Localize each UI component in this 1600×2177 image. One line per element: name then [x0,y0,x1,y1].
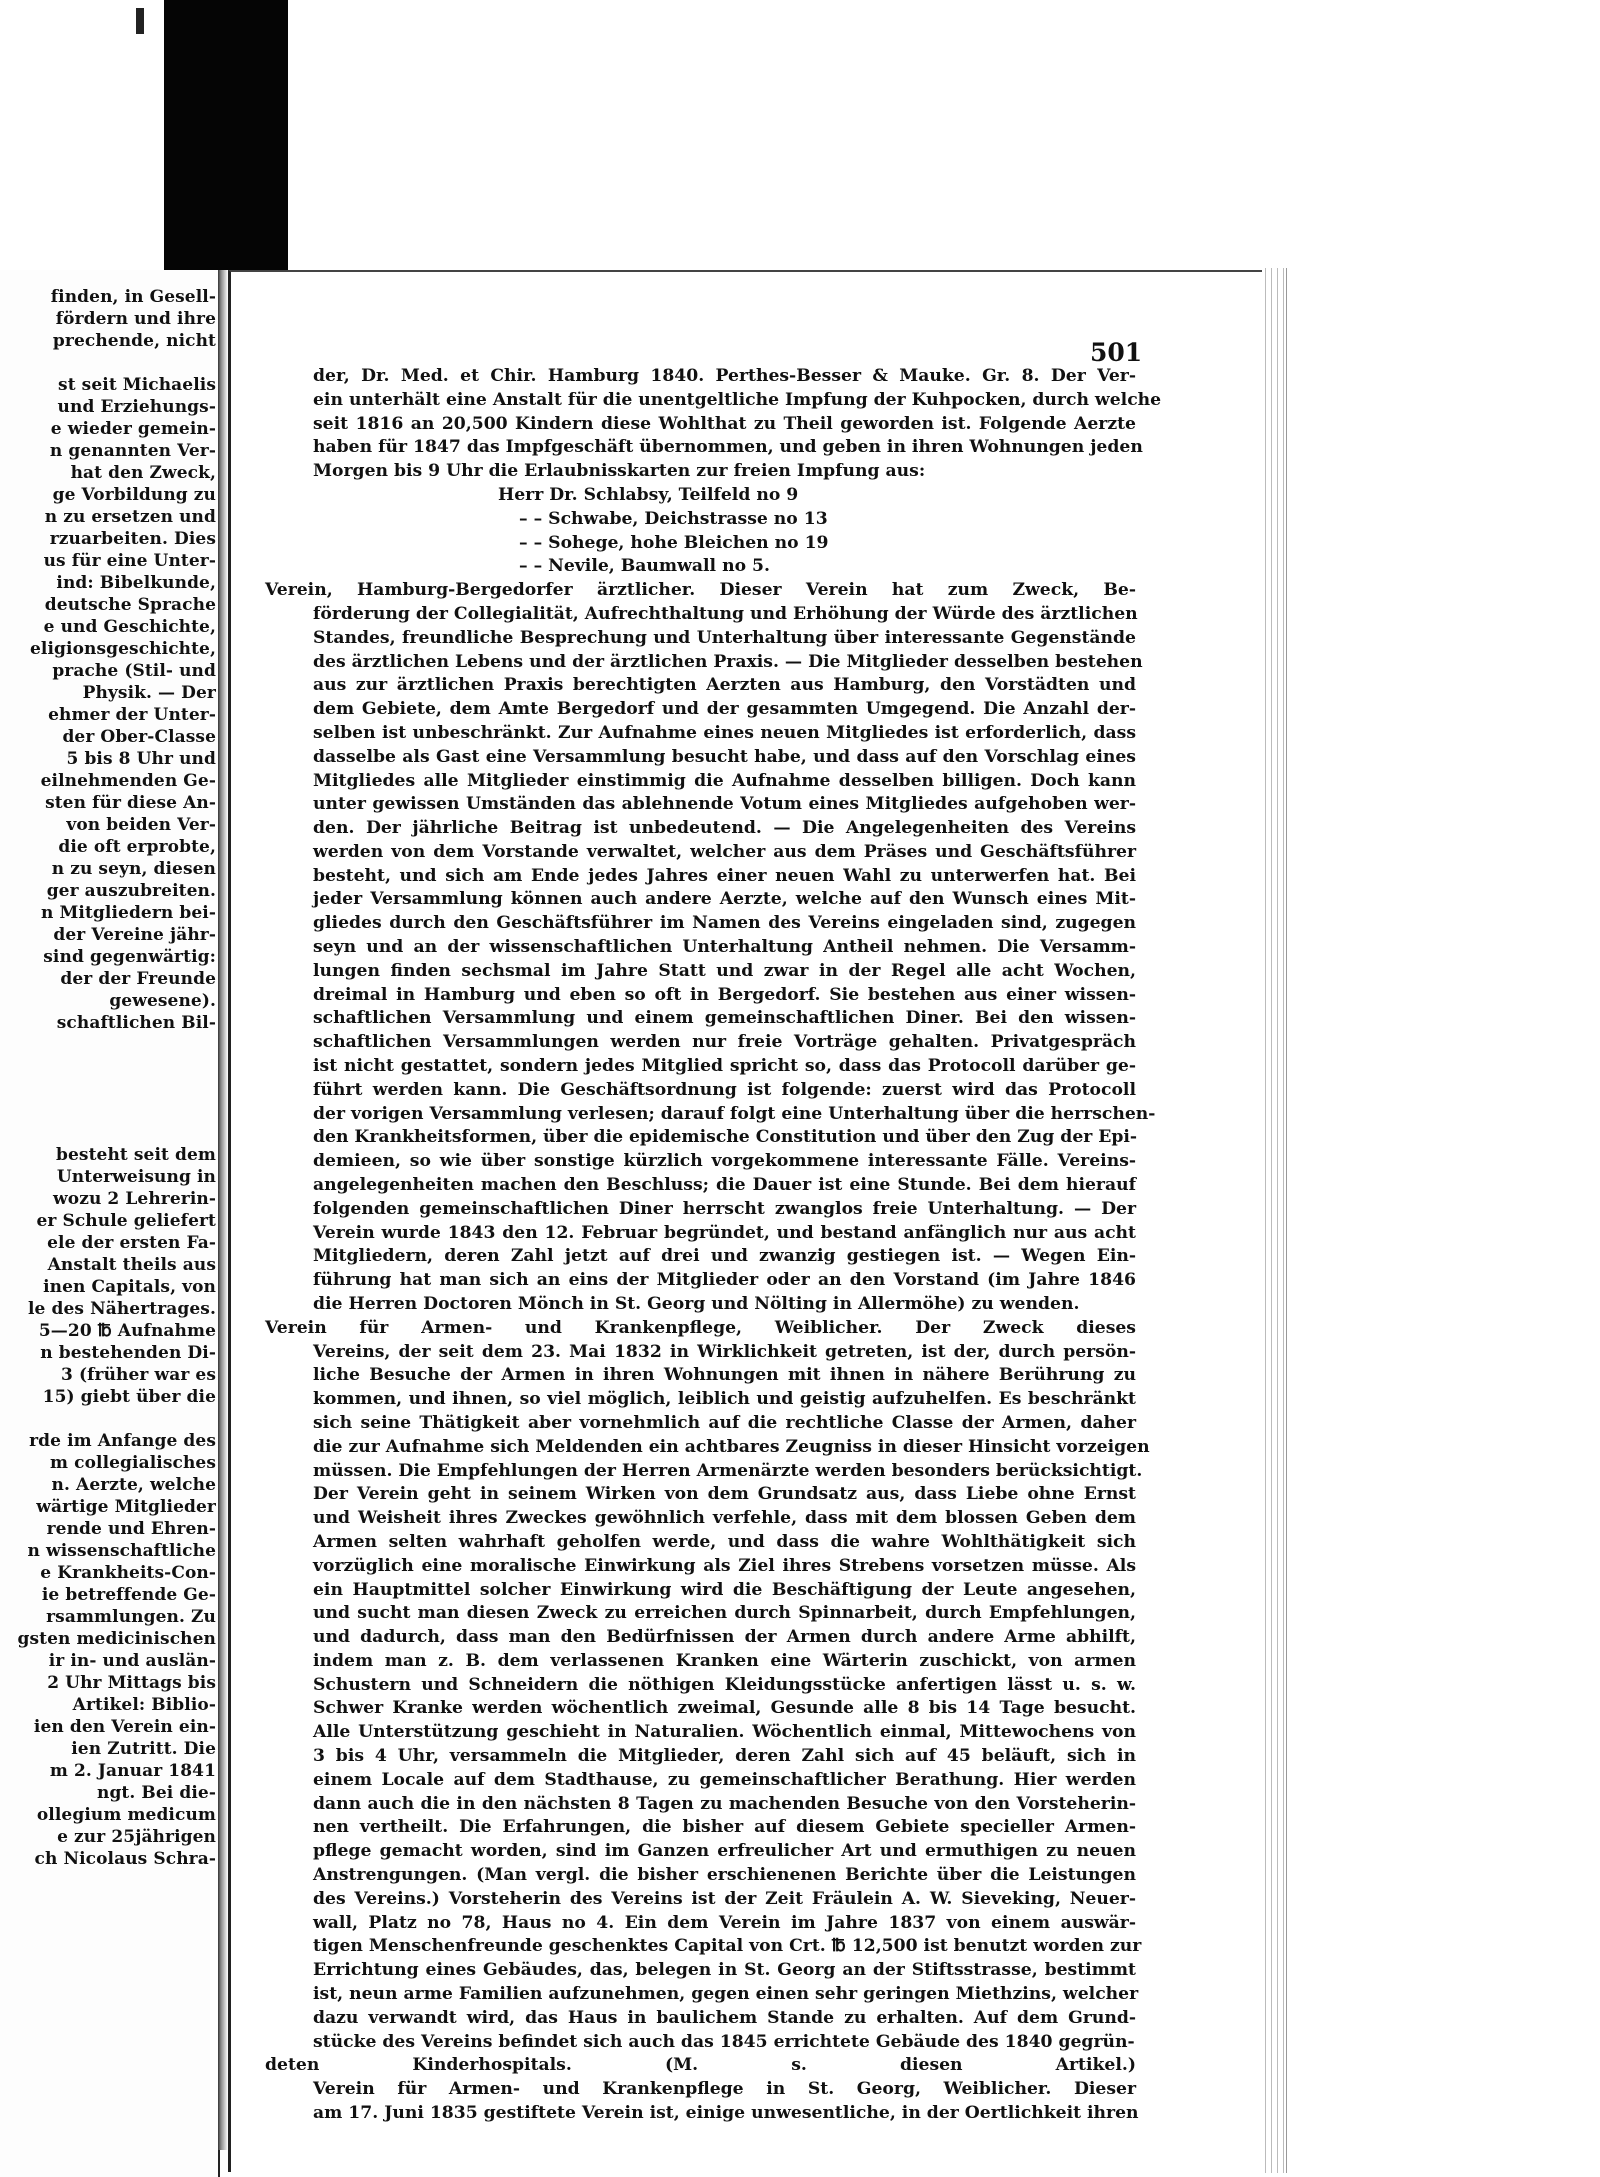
left-page-line [0,351,216,375]
body-text-line: aus zur ärztlichen Praxis berechtigten Aerzten aus Hamburg, den Vorstädten und [313,675,1136,696]
body-text-line: Standes, freundliche Besprechung und Unterhaltung über interessante Gegenstände [313,627,1136,648]
body-text-line: Schwer Kranke werden wöchentlich zweimal, Gesunde alle 8 bis 14 Tage besucht. [313,1698,1136,1719]
body-text-line: führung hat man sich an eins der Mitglieder oder an den Vorstand (im Jahre 1846 [313,1270,1136,1291]
left-page-line: 5 bis 8 Uhr und [66,749,216,769]
left-page-line: n Mitgliedern bei- [41,903,216,923]
left-page-line: der der Freunde [60,969,216,989]
body-text-line: den Krankheitsformen, über die epidemische Constitution und über den Zug der Epi- [313,1127,1138,1148]
body-text-line: 3 bis 4 Uhr, versammeln die Mitglieder, deren Zahl sich auf 45 beläuft, sich in [313,1746,1136,1767]
body-text-line: dasselbe als Gast eine Versammlung besucht habe, und dass auf den Vorschlag eines [313,746,1136,767]
physician-list-item: – – Nevile, Baumwall no 5. [519,556,770,577]
body-text-line: am 17. Juni 1835 gestiftete Verein ist, einige unwesentliche, in der Oertlichkeit ihren [313,2103,1139,2123]
left-page-line: n genannten Ver- [49,441,216,461]
body-text-line: Verein wurde 1843 den 12. Februar begründet, und bestand anfänglich nur aus acht [313,1222,1136,1243]
left-page-line: ind: Bibelkunde, [56,573,216,593]
body-text-line: Morgen bis 9 Uhr die Erlaubnisskarten zur freien Impfung aus: [313,461,926,482]
body-text-line: seyn und an der wissenschaftlichen Unterhaltung Antheil nehmen. Die Versamm- [313,937,1136,958]
left-page-line: e zur 25jährigen [57,1827,216,1847]
left-page-line: und Erziehungs- [57,397,216,417]
left-page-line: finden, in Gesell- [50,287,216,307]
body-text-line: führt werden kann. Die Geschäftsordnung ist folgende: zuerst wird das Protocoll [313,1079,1136,1100]
left-page-line: ie betreffende Ge- [41,1585,216,1605]
left-page-line: gsten medicinischen [17,1629,216,1649]
left-page-line [0,1121,216,1145]
left-page-line: sten für diese An- [45,793,216,813]
body-text-line: die Herren Doctoren Mönch in St. Georg und Nölting in Allermöhe) zu wenden. [313,1293,1080,1314]
body-text-line: vorzüglich eine moralische Einwirkung als Ziel ihres Strebens vorsetzen müsse. Als [313,1555,1136,1576]
left-page-line: der Ober-Classe [62,727,216,747]
left-page-line: n. Aerzte, welche [51,1475,216,1495]
book-spine-shadow [164,0,288,270]
body-text-line: und sucht man diesen Zweck zu erreichen durch Spinnarbeit, durch Empfehlungen, [313,1603,1136,1624]
entry-heading-line: Verein für Armen- und Krankenpflege, Weiblicher. Der Zweck dieses [265,1317,1136,1338]
body-text-line: selben ist unbeschränkt. Zur Aufnahme eines neuen Mitgliedes ist erforderlich, dass [313,722,1136,743]
left-page-line: ger auszubreiten. [46,881,216,901]
physician-list-item: – – Sohege, hohe Bleichen no 19 [519,532,829,553]
left-page-line: e und Geschichte, [43,617,216,637]
body-text-line: förderung der Collegialität, Aufrechthaltung und Erhöhung der Würde des ärztlichen [313,603,1138,624]
left-page-fragment [0,270,220,2177]
left-page-line: Artikel: Biblio- [72,1695,216,1715]
left-page-line: Physik. — Der [82,683,216,703]
body-text-line: des Vereins.) Vorsteherin des Vereins ist der Zeit Fräulein A. W. Sieveking, Neuer- [313,1888,1136,1909]
body-text-line: Armen selten wahrhaft geholfen werde, und dass die wahre Wohlthätigkeit sich [313,1531,1136,1552]
left-page-line: le des Nähertrages. [28,1299,216,1319]
left-page-line: fördern und ihre [55,309,216,329]
left-page-line: ngt. Bei die- [96,1783,216,1803]
left-page-line: rende und Ehren- [46,1519,216,1539]
body-text-line: unter gewissen Umständen das ablehnende Votum eines Mitgliedes aufgehoben wer- [313,794,1136,815]
body-text-line: tigen Menschenfreunde geschenktes Capital von Crt. ℔ 12,500 ist benutzt worden zur [313,1936,1142,1957]
left-page-line: st seit Michaelis [58,375,216,395]
page-edges [1262,268,1287,2173]
left-page-line: von beiden Ver- [66,815,216,835]
left-page-line: prechende, nicht [52,331,216,351]
body-text-line: besteht, und sich am Ende jedes Jahres einer neuen Wahl zu unterwerfen hat. Bei [313,865,1136,886]
left-page-line: sind gegenwärtig: [43,947,216,967]
body-text-line: schaftlichen Versammlung und einem gemeinschaftlichen Diner. Bei den wissen- [313,1008,1136,1029]
left-page-line: eilnehmenden Ge- [40,771,216,791]
physician-list-item: – – Schwabe, Deichstrasse no 13 [519,508,828,529]
left-page-line [0,1099,216,1123]
body-text-line: ist nicht gestattet, sondern jedes Mitglied spricht so, dass das Protocoll darüber ge- [313,1056,1136,1077]
body-text-line: Errichtung eines Gebäudes, das, belegen in St. Georg an der Stiftsstrasse, bestimmt [313,1960,1136,1981]
body-text-line: der vorigen Versammlung verlesen; darauf folgt eine Unterhaltung über die herrschen- [313,1103,1156,1124]
body-text-line: ist, neun arme Familien aufzunehmen, gegen einen sehr geringen Miethzins, welcher [313,1984,1139,2005]
body-text-line: und Weisheit ihres Zweckes gewöhnlich verfehle, dass mit dem blossen Geben dem [313,1508,1136,1529]
body-text-line: Mitgliedes alle Mitglieder einstimmig die Aufnahme desselben billigen. Doch kann [313,770,1136,791]
body-text-line: dazu verwandt wird, das Haus in baulichem Stande zu erhalten. Auf dem Grund- [313,2007,1136,2028]
left-page-line: 15) giebt über die [42,1387,216,1407]
body-text-line: lungen finden sechsmal im Jahre Statt und zwar in der Regel alle acht Wochen, [313,960,1136,981]
left-page-line: eligionsgeschichte, [30,639,216,659]
right-page [228,270,1263,2172]
body-text-line: demieen, so wie über sonstige kürzlich vorgekommene interessante Fälle. Vereins- [313,1151,1136,1172]
left-page-line: Anstalt theils aus [47,1255,216,1275]
page-number: 501 [1090,338,1143,367]
body-text-line: Der Verein geht in seinem Wirken von dem Grundsatz aus, dass Liebe ohne Ernst [313,1484,1136,1505]
left-page-line [0,1407,216,1431]
body-text-line: müssen. Die Empfehlungen der Herren Armenärzte werden besonders berücksichtigt. [313,1460,1143,1481]
left-page-line: n bestehenden Di- [40,1343,216,1363]
left-page-line: ir in- und auslän- [48,1651,216,1671]
body-text-line: Mitgliedern, deren Zahl jetzt auf drei und zwanzig gestiegen ist. — Wegen Ein- [313,1246,1136,1267]
body-text-line: Alle Unterstützung geschieht in Naturalien. Wöchentlich einmal, Mittewochens von [313,1722,1136,1743]
body-text-line: und dadurch, dass man den Bedürfnissen der Armen durch andere Arme abhilft, [313,1627,1136,1648]
body-text-line: indem man z. B. dem verlassenen Kranken eine Wärterin zuschickt, von armen [313,1650,1136,1671]
left-page-line: er Schule geliefert [36,1211,216,1231]
body-text-line: angelegenheiten machen den Beschluss; die Dauer ist eine Stunde. Bei dem hierauf [313,1175,1136,1195]
left-page-line: ge Vorbildung zu [52,485,216,505]
body-text-line: dem Gebiete, dem Amte Bergedorf und der gesammten Umgegend. Die Anzahl der- [313,699,1136,720]
left-page-line: 2 Uhr Mittags bis [47,1673,216,1693]
left-page-line: e Krankheits-Con- [40,1563,216,1583]
left-page-line: ien Zutritt. Die [71,1739,216,1759]
body-text-line: sich seine Thätigkeit aber vornehmlich auf die rechtliche Classe der Armen, daher [313,1412,1136,1433]
body-text-line: die zur Aufnahme sich Meldenden ein achtbares Zeugniss in dieser Hinsicht vorzeigen [313,1436,1150,1457]
scan-mark [136,8,144,34]
left-page-line [0,1033,216,1057]
left-page-line: m collegialisches [50,1453,216,1473]
body-text-line: liche Besuche der Armen in ihren Wohnungen mit ihnen in nähere Berührung zu [313,1365,1136,1386]
left-page-line: Unterweisung in [56,1167,216,1187]
body-text-line: Vereins, der seit dem 23. Mai 1832 in Wirklichkeit getreten, ist der, durch persön- [313,1341,1136,1362]
left-page-line: ch Nicolaus Schra- [34,1849,216,1869]
left-page-line: rsammlungen. Zu [46,1607,216,1627]
left-page-line: ehmer der Unter- [48,705,216,725]
body-text-line: Schustern und Schneidern die nöthigen Kleidungsstücke anfertigen lässt u. s. w. [313,1674,1136,1695]
left-page-line [0,1077,216,1101]
left-page-line: n zu seyn, diesen [51,859,216,879]
body-text-line: des ärztlichen Lebens und der ärztlichen Praxis. — Die Mitglieder desselben bestehen [313,651,1143,672]
body-text-line: den. Der jährliche Beitrag ist unbedeutend. — Die Angelegenheiten des Vereins [313,818,1136,839]
left-page-line: inen Capitals, von [43,1277,216,1297]
left-page-line: rzuarbeiten. Dies [49,529,216,549]
body-text-line: kommen, und ihnen, so viel möglich, leiblich und geistig aufzuhelfen. Es beschränkt [313,1389,1136,1410]
left-page-line: n zu ersetzen und [44,507,216,527]
left-page-line: besteht seit dem [56,1145,216,1165]
left-page-line: die oft erprobte, [58,837,216,857]
body-text-line: haben für 1847 das Impfgeschäft übernommen, und geben in ihren Wohnungen jeden [313,437,1143,458]
body-text-line: stücke des Vereins befindet sich auch das 1845 errichtete Gebäude des 1840 gegrün- [313,2031,1135,2052]
body-text-line: jeder Versammlung können auch andere Aerzte, welche auf den Wunsch eines Mit- [313,889,1136,910]
left-page-line: hat den Zweck, [70,463,216,483]
body-text-line: folgenden gemeinschaftlichen Diner herrscht zwanglos freie Unterhaltung. — Der [313,1198,1136,1219]
body-text-line: Anstrengungen. (Man vergl. die bisher erschienenen Berichte über die Leistungen [313,1865,1136,1886]
left-page-line: wozu 2 Lehrerin- [53,1189,216,1209]
physician-list-item: Herr Dr. Schlabsy, Teilfeld no 9 [498,484,799,505]
left-page-line: der Vereine jähr- [53,925,216,945]
left-page-line: e wieder gemein- [50,419,216,439]
left-page-line: 5—20 ℔ Aufnahme [38,1321,216,1341]
left-page-line: m 2. Januar 1841 [49,1761,216,1781]
left-page-line: 3 (früher war es [61,1365,216,1385]
body-text-line: pflege gemacht worden, sind im Ganzen erfreulicher Art und ermuthigen zu neuen [313,1841,1136,1862]
left-page-line: ollegium medicum [36,1805,216,1825]
left-page-line: wärtige Mitglieder [36,1497,216,1517]
left-page-line: us für eine Unter- [43,551,216,571]
left-page-line: ien den Verein ein- [33,1717,216,1737]
body-text-line: werden von dem Vorstande verwaltet, welcher aus dem Präses und Geschäftsführer [313,841,1136,862]
body-text-line: der, Dr. Med. et Chir. Hamburg 1840. Perthes-Besser & Mauke. Gr. 8. Der Ver- [313,366,1136,386]
body-text-line: wall, Platz no 78, Haus no 4. Ein dem Verein im Jahre 1837 von einem auswär- [313,1912,1136,1933]
body-text-line: schaftlichen Versammlungen werden nur freie Vorträge gehalten. Privatgespräch [313,1032,1136,1053]
entry-heading-line: Verein, Hamburg-Bergedorfer ärztlicher. Dieser Verein hat zum Zweck, Be- [265,580,1136,601]
body-text-line: Verein für Armen- und Krankenpflege in St. Georg, Weiblicher. Dieser [313,2079,1136,2100]
left-page-line: n wissenschaftliche [27,1541,216,1561]
body-text-line: seit 1816 an 20,500 Kindern diese Wohlthat zu Theil geworden ist. Folgende Aerzte [313,413,1136,434]
left-page-line: gewesene). [109,991,216,1011]
left-page-line: ele der ersten Fa- [47,1233,216,1253]
page-gutter [218,270,228,2150]
body-text-line: einem Locale auf dem Stadthause, zu gemeinschaftlicher Berathung. Hier werden [313,1769,1136,1790]
left-page-line: prache (Stil- und [52,661,216,681]
left-page-line: rde im Anfange des [29,1431,216,1451]
entry-heading-line: deten Kinderhospitals. (M. s. diesen Artikel.) [265,2055,1136,2076]
body-text-line: ein unterhält eine Anstalt für die unentgeltliche Impfung der Kuhpocken, durch welche [313,389,1162,410]
left-page-line [0,1055,216,1079]
body-text-line: dreimal in Hamburg und eben so oft in Bergedorf. Sie bestehen aus einer wissen- [313,984,1136,1005]
left-page-line: schaftlichen Bil- [56,1013,216,1033]
left-page-line: deutsche Sprache [44,595,216,615]
body-text-line: gliedes durch den Geschäftsführer im Namen des Vereins eingeladen sind, zugegen [313,913,1136,934]
body-text-line: dann auch die in den nächsten 8 Tagen zu machenden Besuche von den Vorsteherin- [313,1793,1136,1814]
body-text-line: nen vertheilt. Die Erfahrungen, die bisher auf diesem Gebiete specieller Armen- [313,1817,1136,1838]
body-text-line: ein Hauptmittel solcher Einwirkung wird die Beschäftigung der Leute angesehen, [313,1579,1136,1600]
